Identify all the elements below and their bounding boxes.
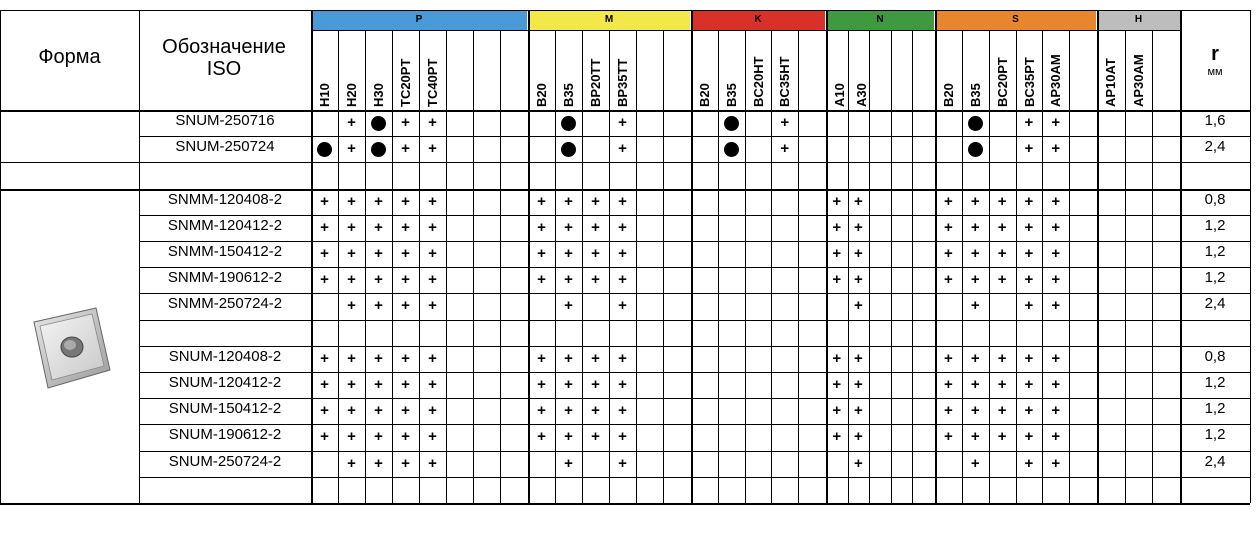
iso-code: SNUM-120408-2 xyxy=(168,347,282,365)
grid-line xyxy=(139,215,1250,216)
grid-line xyxy=(1180,10,1182,503)
applicable-mark: + xyxy=(618,114,627,131)
applicable-mark: + xyxy=(832,376,842,393)
grid-line xyxy=(1097,10,1099,503)
recommended-dot xyxy=(968,142,983,157)
applicable-mark: + xyxy=(401,349,410,367)
iso-code: SNUM-250724-2 xyxy=(168,452,282,470)
iso-code: SNUM-120412-2 xyxy=(168,374,282,391)
grade-header: BC20PT xyxy=(994,57,1010,107)
applicable-mark: + xyxy=(854,192,863,210)
header-radius-unit: мм xyxy=(1207,66,1223,78)
applicable-mark: + xyxy=(970,402,980,420)
grade-header: H30 xyxy=(371,83,386,107)
grid-line xyxy=(500,30,501,503)
grid-line xyxy=(0,503,139,505)
applicable-mark: + xyxy=(1024,402,1034,420)
applicable-mark: + xyxy=(564,402,573,420)
applicable-mark: + xyxy=(401,428,410,446)
applicable-mark: + xyxy=(854,245,863,262)
grade-header: H20 xyxy=(344,83,359,107)
grid-line xyxy=(139,320,1250,321)
applicable-mark: + xyxy=(1051,218,1061,236)
applicable-mark: + xyxy=(428,297,437,315)
applicable-mark: + xyxy=(997,376,1007,393)
applicable-mark: + xyxy=(854,271,863,289)
grid-line xyxy=(473,30,474,503)
corner-radius: 2,4 xyxy=(1204,138,1226,156)
corner-radius: 1,2 xyxy=(1204,269,1226,287)
applicable-mark: + xyxy=(320,245,329,262)
applicable-mark: + xyxy=(564,245,573,262)
corner-radius: 0,8 xyxy=(1204,347,1226,365)
corner-radius: 1,2 xyxy=(1204,374,1226,391)
grade-header: BC35PT xyxy=(1021,57,1037,107)
recommended-dot xyxy=(371,142,386,157)
applicable-mark: + xyxy=(1024,428,1034,446)
applicable-mark: + xyxy=(1051,140,1061,158)
grid-line xyxy=(848,30,849,503)
applicable-mark: + xyxy=(618,428,627,446)
applicable-mark: + xyxy=(997,428,1007,446)
group-band-n: N xyxy=(826,10,934,30)
applicable-mark: + xyxy=(970,218,980,236)
applicable-mark: + xyxy=(537,192,546,210)
grid-line xyxy=(338,30,339,503)
applicable-mark: + xyxy=(564,376,573,393)
grid-line xyxy=(139,451,1250,452)
grid-line xyxy=(528,10,530,503)
applicable-mark: + xyxy=(944,218,953,236)
applicable-mark: + xyxy=(1024,245,1034,262)
grid-line xyxy=(419,30,420,503)
applicable-mark: + xyxy=(1051,114,1061,131)
grid-line xyxy=(139,267,1250,268)
applicable-mark: + xyxy=(347,218,356,236)
applicable-mark: + xyxy=(832,218,842,236)
grade-header: B35 xyxy=(967,83,983,107)
applicable-mark: + xyxy=(944,349,953,367)
corner-radius: 1,2 xyxy=(1204,243,1226,260)
iso-code: SNMM-190612-2 xyxy=(167,269,283,287)
applicable-mark: + xyxy=(1051,376,1061,393)
corner-radius: 2,4 xyxy=(1204,452,1226,470)
applicable-mark: + xyxy=(1024,271,1034,289)
applicable-mark: + xyxy=(1024,349,1034,367)
applicable-mark: + xyxy=(970,428,980,446)
grid-line xyxy=(139,241,1250,242)
applicable-mark: + xyxy=(832,402,842,420)
grid-line xyxy=(139,398,1250,399)
applicable-mark: + xyxy=(347,376,356,393)
grade-header: BC35HT xyxy=(777,56,793,107)
applicable-mark: + xyxy=(618,402,627,420)
applicable-mark: + xyxy=(854,297,863,315)
header-radius: r xyxy=(1211,43,1219,65)
applicable-mark: + xyxy=(1024,454,1034,472)
applicable-mark: + xyxy=(944,402,953,420)
applicable-mark: + xyxy=(347,114,356,131)
applicable-mark: + xyxy=(970,192,980,210)
iso-code: SNUM-150412-2 xyxy=(168,400,282,418)
applicable-mark: + xyxy=(347,454,356,472)
grid-line xyxy=(1016,30,1017,503)
grid-line xyxy=(691,10,693,503)
grade-header: B20 xyxy=(534,83,549,107)
applicable-mark: + xyxy=(1051,402,1061,420)
applicable-mark: + xyxy=(320,376,329,393)
group-band-m: M xyxy=(528,10,690,30)
grid-line xyxy=(365,30,366,503)
grid-line xyxy=(139,189,1250,191)
grid-line xyxy=(1250,10,1251,503)
applicable-mark: + xyxy=(618,271,627,289)
applicable-mark: + xyxy=(618,245,627,262)
applicable-mark: + xyxy=(780,114,790,131)
grade-header: AP30AM xyxy=(1130,54,1146,107)
applicable-mark: + xyxy=(428,271,437,289)
group-band-h: H xyxy=(1097,10,1180,30)
applicable-mark: + xyxy=(591,218,600,236)
applicable-mark: + xyxy=(374,454,383,472)
grid-line xyxy=(891,30,892,503)
applicable-mark: + xyxy=(1024,114,1034,131)
applicable-mark: + xyxy=(428,454,437,472)
iso-code: SNMM-150412-2 xyxy=(167,243,283,260)
applicable-mark: + xyxy=(537,428,546,446)
applicable-mark: + xyxy=(347,140,356,158)
applicable-mark: + xyxy=(564,192,573,210)
applicable-mark: + xyxy=(970,349,980,367)
applicable-mark: + xyxy=(591,428,600,446)
grid-line xyxy=(0,10,1,503)
grid-line xyxy=(582,30,583,503)
applicable-mark: + xyxy=(618,218,627,236)
iso-code: SNUM-250716 xyxy=(175,112,275,129)
applicable-mark: + xyxy=(1024,376,1034,393)
grid-line xyxy=(869,30,870,503)
grid-line xyxy=(912,30,913,503)
recommended-dot xyxy=(724,116,739,131)
grid-line xyxy=(798,30,799,503)
grid-line xyxy=(0,189,139,191)
applicable-mark: + xyxy=(832,192,842,210)
header-iso-designation: Обозначение ISO xyxy=(162,36,286,80)
recommended-dot xyxy=(561,116,576,131)
applicable-mark: + xyxy=(401,140,410,158)
applicable-mark: + xyxy=(997,271,1007,289)
grid-line xyxy=(139,372,1250,373)
grid-line xyxy=(139,136,1250,137)
applicable-mark: + xyxy=(564,349,573,367)
applicable-mark: + xyxy=(970,454,980,472)
applicable-mark: + xyxy=(1024,192,1034,210)
applicable-mark: + xyxy=(564,297,573,315)
grid-line xyxy=(745,30,746,503)
applicable-mark: + xyxy=(428,402,437,420)
applicable-mark: + xyxy=(591,376,600,393)
group-band-k: K xyxy=(691,10,825,30)
applicable-mark: + xyxy=(401,297,410,315)
applicable-mark: + xyxy=(854,454,863,472)
grid-line xyxy=(989,30,990,503)
applicable-mark: + xyxy=(944,245,953,262)
applicable-mark: + xyxy=(537,376,546,393)
applicable-mark: + xyxy=(347,192,356,210)
recommended-dot xyxy=(317,142,332,157)
grade-header: AP10AT xyxy=(1103,58,1118,107)
applicable-mark: + xyxy=(564,218,573,236)
applicable-mark: + xyxy=(944,428,953,446)
applicable-mark: + xyxy=(374,428,383,446)
applicable-mark: + xyxy=(1051,349,1061,367)
grade-header: B20 xyxy=(941,83,956,107)
applicable-mark: + xyxy=(618,376,627,393)
corner-radius: 0,8 xyxy=(1204,190,1226,208)
grid-line xyxy=(636,30,637,503)
grid-line xyxy=(1069,30,1070,503)
applicable-mark: + xyxy=(591,402,600,420)
applicable-mark: + xyxy=(537,218,546,236)
iso-code: SNMM-120412-2 xyxy=(167,216,283,234)
recommended-dot xyxy=(968,116,983,131)
applicable-mark: + xyxy=(537,271,546,289)
iso-code: SNMM-120408-2 xyxy=(167,190,283,208)
grid-line xyxy=(935,10,937,503)
applicable-mark: + xyxy=(564,454,573,472)
applicable-mark: + xyxy=(1051,428,1061,446)
recommended-dot xyxy=(724,142,739,157)
grid-line xyxy=(663,30,664,503)
applicable-mark: + xyxy=(401,192,410,210)
applicable-mark: + xyxy=(401,114,410,131)
applicable-mark: + xyxy=(997,402,1007,420)
applicable-mark: + xyxy=(401,245,410,262)
grid-line xyxy=(0,162,139,163)
applicable-mark: + xyxy=(591,271,600,289)
grade-header: BP35TT xyxy=(615,58,630,107)
applicable-mark: + xyxy=(618,192,627,210)
applicable-mark: + xyxy=(428,114,437,131)
iso-code: SNUM-250724 xyxy=(175,138,275,156)
grid-line xyxy=(962,30,963,503)
applicable-mark: + xyxy=(374,402,383,420)
iso-code: SNMM-250724-2 xyxy=(167,295,283,313)
grid-line xyxy=(609,30,610,503)
grade-header: H10 xyxy=(317,83,332,107)
grid-line xyxy=(139,10,1250,11)
applicable-mark: + xyxy=(780,140,790,158)
grid-line xyxy=(826,10,828,503)
applicable-mark: + xyxy=(374,192,383,210)
applicable-mark: + xyxy=(854,349,863,367)
applicable-mark: + xyxy=(997,218,1007,236)
grade-header: AP30AM xyxy=(1048,54,1064,107)
applicable-mark: + xyxy=(537,349,546,367)
recommended-dot xyxy=(561,142,576,157)
applicable-mark: + xyxy=(1024,297,1034,315)
grid-line xyxy=(311,10,313,503)
applicable-mark: + xyxy=(970,297,980,315)
applicable-mark: + xyxy=(428,245,437,262)
applicable-mark: + xyxy=(591,192,600,210)
applicable-mark: + xyxy=(428,140,437,158)
applicable-mark: + xyxy=(944,376,953,393)
grid-line xyxy=(1152,30,1153,503)
grid-line xyxy=(771,30,772,503)
group-band-s: S xyxy=(935,10,1096,30)
applicable-mark: + xyxy=(374,271,383,289)
applicable-mark: + xyxy=(591,349,600,367)
applicable-mark: + xyxy=(320,192,329,210)
applicable-mark: + xyxy=(320,218,329,236)
applicable-mark: + xyxy=(1051,271,1061,289)
applicable-mark: + xyxy=(564,271,573,289)
applicable-mark: + xyxy=(428,218,437,236)
grade-header: TC20PT xyxy=(398,58,413,107)
grade-header: B35 xyxy=(723,83,739,107)
applicable-mark: + xyxy=(618,349,627,367)
applicable-mark: + xyxy=(1024,218,1034,236)
applicable-mark: + xyxy=(944,271,953,289)
applicable-mark: + xyxy=(537,402,546,420)
applicable-mark: + xyxy=(401,376,410,393)
applicable-mark: + xyxy=(832,349,842,367)
applicable-mark: + xyxy=(374,376,383,393)
applicable-mark: + xyxy=(832,428,842,446)
applicable-mark: + xyxy=(374,349,383,367)
applicable-mark: + xyxy=(347,428,356,446)
applicable-mark: + xyxy=(320,271,329,289)
applicable-mark: + xyxy=(618,454,627,472)
applicable-mark: + xyxy=(401,218,410,236)
corner-radius: 1,2 xyxy=(1204,400,1226,418)
applicable-mark: + xyxy=(347,297,356,315)
grade-header: BP20TT xyxy=(588,58,603,107)
applicable-mark: + xyxy=(401,402,410,420)
grid-line xyxy=(0,110,1250,112)
applicable-mark: + xyxy=(347,349,356,367)
applicable-mark: + xyxy=(832,271,842,289)
applicable-mark: + xyxy=(1051,297,1061,315)
applicable-mark: + xyxy=(970,376,980,393)
grid-line xyxy=(139,477,1250,478)
grid-line xyxy=(718,30,719,503)
corner-radius: 1,2 xyxy=(1204,216,1226,234)
grid-line xyxy=(139,293,1250,294)
applicable-mark: + xyxy=(997,245,1007,262)
applicable-mark: + xyxy=(970,245,980,262)
applicable-mark: + xyxy=(618,140,627,158)
applicable-mark: + xyxy=(347,245,356,262)
applicable-mark: + xyxy=(970,271,980,289)
applicable-mark: + xyxy=(428,349,437,367)
applicable-mark: + xyxy=(401,454,410,472)
iso-code: SNUM-190612-2 xyxy=(168,426,282,444)
group-band-p: P xyxy=(311,10,527,30)
applicable-mark: + xyxy=(997,192,1007,210)
applicable-mark: + xyxy=(428,192,437,210)
grade-header: A10 xyxy=(832,83,847,107)
applicable-mark: + xyxy=(832,245,842,262)
applicable-mark: + xyxy=(854,376,863,393)
grid-line xyxy=(139,162,1250,163)
grade-header: B35 xyxy=(561,83,576,107)
applicable-mark: + xyxy=(591,245,600,262)
grid-line xyxy=(1125,30,1126,503)
applicable-mark: + xyxy=(944,192,953,210)
insert-image xyxy=(26,300,116,400)
grid-line xyxy=(555,30,556,503)
grid-line xyxy=(1042,30,1043,503)
applicable-mark: + xyxy=(537,245,546,262)
applicable-mark: + xyxy=(854,428,863,446)
applicable-mark: + xyxy=(564,428,573,446)
applicable-mark: + xyxy=(997,349,1007,367)
applicable-mark: + xyxy=(428,376,437,393)
applicable-mark: + xyxy=(347,271,356,289)
grade-header: TC40PT xyxy=(425,58,440,107)
grid-line xyxy=(139,424,1250,425)
applicable-mark: + xyxy=(401,271,410,289)
corner-radius: 1,6 xyxy=(1204,112,1226,129)
applicable-mark: + xyxy=(1051,454,1061,472)
applicable-mark: + xyxy=(320,402,329,420)
applicable-mark: + xyxy=(1051,192,1061,210)
applicable-mark: + xyxy=(374,245,383,262)
applicable-mark: + xyxy=(618,297,627,315)
grade-header: B20 xyxy=(697,83,712,107)
applicable-mark: + xyxy=(347,402,356,420)
applicable-mark: + xyxy=(1051,245,1061,262)
recommended-dot xyxy=(371,116,386,131)
corner-radius: 1,2 xyxy=(1204,426,1226,444)
applicable-mark: + xyxy=(320,428,329,446)
grid-line xyxy=(139,503,1250,505)
corner-radius: 2,4 xyxy=(1204,295,1226,313)
grade-header: BC20HT xyxy=(750,56,766,107)
grade-header: A30 xyxy=(853,83,869,107)
applicable-mark: + xyxy=(320,349,329,367)
grid-line xyxy=(139,346,1250,347)
applicable-mark: + xyxy=(428,428,437,446)
applicable-mark: + xyxy=(374,297,383,315)
grid-line xyxy=(139,10,140,503)
applicable-mark: + xyxy=(854,218,863,236)
applicable-mark: + xyxy=(374,218,383,236)
applicable-mark: + xyxy=(1024,140,1034,158)
applicable-mark: + xyxy=(854,402,863,420)
grid-line xyxy=(446,30,447,503)
grid-line xyxy=(392,30,393,503)
header-shape: Форма xyxy=(38,46,101,68)
